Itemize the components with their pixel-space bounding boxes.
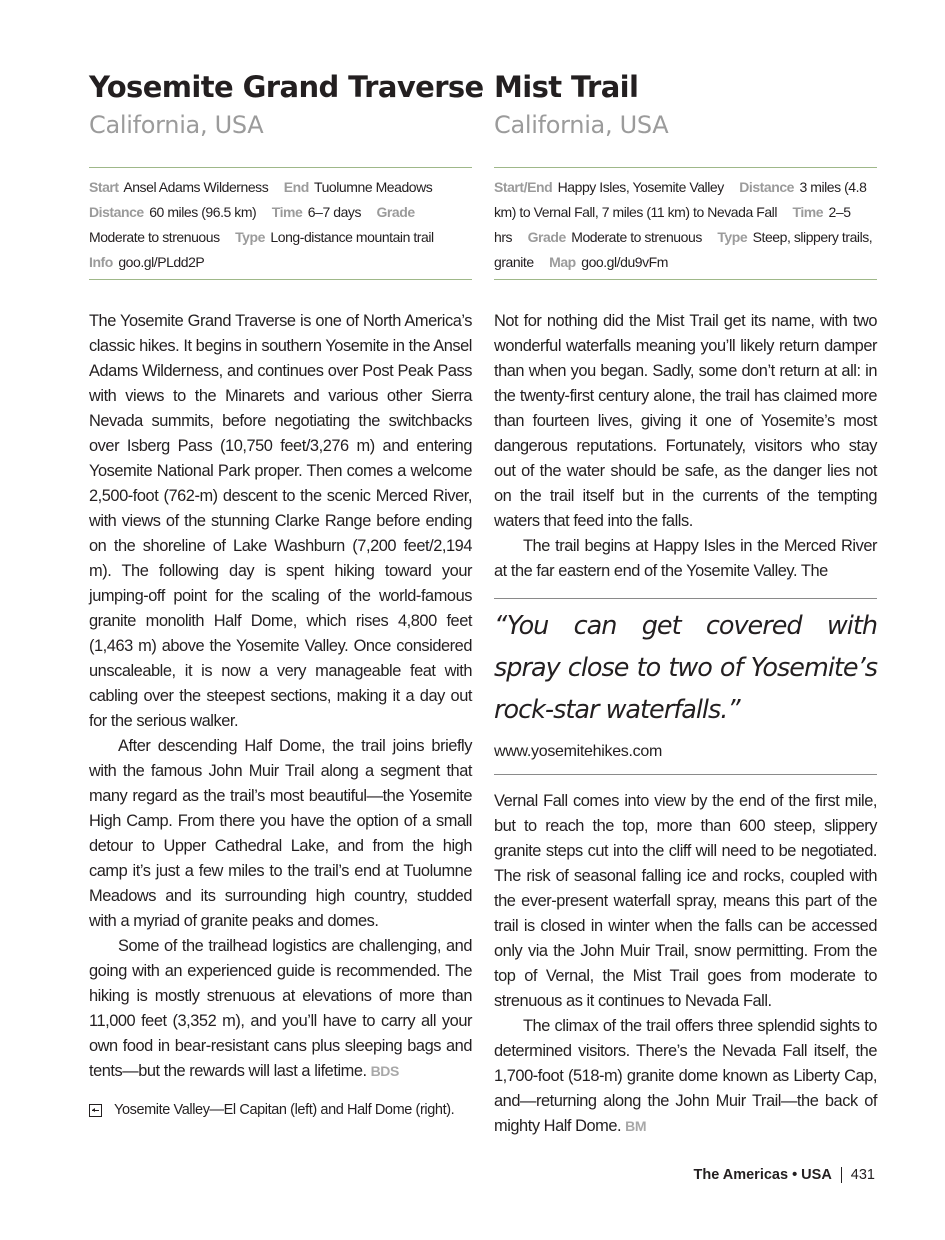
body-paragraph-text: The climax of the trail offers three splendid sights to determined visitors. There’s the Nevada Fall itself, the 1,700-foot (518-m) granite dome known as Liberty Cap, and—returning along the John Muir Trail—the back of mighty Half Dome. xyxy=(494,1017,877,1135)
author-initials: BDS xyxy=(370,1063,399,1079)
caption-text: Yosemite Valley—El Capitan (left) and Half Dome (right). xyxy=(114,1102,455,1118)
footer-section: The Americas • USA xyxy=(693,1167,832,1183)
pull-quote-text: “You can get covered with spray close to two of Yosemite’s rock-star waterfalls.” xyxy=(494,611,877,725)
startend-value: Happy Isles, Yosemite Valley xyxy=(557,179,724,195)
body-paragraph xyxy=(494,1014,877,1139)
body-paragraph: Not for nothing did the Mist Trail get its name, with two wonderful waterfalls meaning you’ll likely return damper than when you began. Sadly, some don’t return at all: in the twenty-first century alone, the trail has claimed more than fourteen lives, giving it one of Yosemite’s most dangerous reputations. Fortunately, visitors who stay out of the water should be safe, as the danger lies not on the trail itself but in the currents of the tempting waters that feed into the falls. xyxy=(494,312,877,530)
body-paragraph xyxy=(89,934,472,1084)
page-number: 431 xyxy=(850,1167,875,1183)
body-paragraph-text: Some of the trailhead logistics are challenging, and going with an experienced guide is recommended. The hiking is mostly strenuous at elevations of more than 11,000 feet (3,352 m), and you’ll have to carry all your own food in bear-resistant cans plus sleeping bags and tents—but the rewards will last a lifetime. xyxy=(89,937,472,1080)
article-title: Mist Trail xyxy=(494,70,639,104)
article-location: California, USA xyxy=(494,111,669,139)
grade-label: Grade xyxy=(376,204,415,220)
time-label: Time xyxy=(271,204,303,220)
article-title: Yosemite Grand Traverse xyxy=(89,70,484,104)
photo-caption xyxy=(89,1102,479,1118)
info-link[interactable]: goo.gl/PLdd2P xyxy=(118,254,205,270)
pull-quote-source: www.yosemitehikes.com xyxy=(494,743,662,760)
trail-info-box xyxy=(494,167,877,280)
type-value: Long-distance mountain trail xyxy=(270,229,434,245)
distance-value: 60 miles (96.5 km) xyxy=(149,204,257,220)
body-paragraph: Vernal Fall comes into view by the end of the first mile, but to reach the top, more than 600 steep, slippery granite steps cut into the cliff will need to be negotiated. The risk of seasonal falling ice and rocks, coupled with the ever-present waterfall spray, means this part of the trail is closed in winter when the falls can be accessed only via the John Muir Trail, snow permitting. From the top of Vernal, the Mist Trail goes from moderate to strenuous as it continues to Nevada Fall. xyxy=(494,792,877,1010)
map-label: Map xyxy=(549,254,576,270)
article-location: California, USA xyxy=(89,111,264,139)
end-label: End xyxy=(283,179,309,195)
grade-label: Grade xyxy=(527,229,566,245)
grade-value: Moderate to strenuous xyxy=(89,229,220,245)
grade-value: Moderate to strenuous xyxy=(571,229,702,245)
distance-label: Distance xyxy=(89,204,144,220)
pull-quote xyxy=(494,598,877,775)
trail-info-box xyxy=(89,167,472,280)
time-value: 2–5 hrs xyxy=(494,204,851,245)
footer-divider xyxy=(841,1167,842,1183)
start-value: Ansel Adams Wilderness xyxy=(123,179,269,195)
map-link[interactable]: goo.gl/du9vFm xyxy=(581,254,668,270)
body-paragraph: After descending Half Dome, the trail joins briefly with the famous John Muir Trail along a segment that many regard as the trail’s most beautiful—the Yosemite High Camp. From there you have the option of a small detour to Upper Cathedral Lake, and from the high camp it’s just a few miles to the trail’s end at Tuolumne Meadows and its surrounding high country, studded with a myriad of granite peaks and domes. xyxy=(89,737,472,930)
info-label: Info xyxy=(89,254,113,270)
page-footer xyxy=(693,1167,875,1183)
article-mist-trail xyxy=(494,70,877,1139)
startend-label: Start/End xyxy=(494,179,553,195)
distance-value: 3 miles (4.8 km) to Vernal Fall, 7 miles (11 km) to Nevada Fall xyxy=(494,179,867,220)
type-label: Type xyxy=(717,229,748,245)
type-label: Type xyxy=(235,229,265,245)
article-body xyxy=(89,309,472,1084)
distance-label: Distance xyxy=(739,179,794,195)
arrow-left-icon xyxy=(89,1104,102,1117)
article-yosemite-grand-traverse xyxy=(89,70,484,1084)
body-paragraph: The Yosemite Grand Traverse is one of North America’s classic hikes. It begins in southern Yosemite in the Ansel Adams Wilderness, and continues over Post Peak Pass with views to the Minarets and various other Sierra Nevada summits, before negotiating the switchbacks over Isberg Pass (10,750 feet/3,276 m) and entering Yosemite National Park proper. Then comes a welcome 2,500-foot (762-m) descent to the scenic Merced River, with views of the stunning Clarke Range before ending on the shoreline of Lake Washburn (7,200 feet/2,194 m). The following day is spent hiking toward your jumping-off point for the scaling of the world-famous granite monolith Half Dome, which rises 4,800 feet (1,463 m) above the Yosemite Valley. Once considered unscaleable, it is now a very manageable feat with cabling over the steepest sections, making it a day out for the serious walker. xyxy=(89,312,472,730)
type-value: Steep, slippery trails, granite xyxy=(494,229,873,270)
start-label: Start xyxy=(89,179,119,195)
end-value: Tuolumne Meadows xyxy=(314,179,433,195)
author-initials: BM xyxy=(625,1118,647,1134)
body-paragraph: The trail begins at Happy Isles in the Merced River at the far eastern end of the Yosemite Valley. The xyxy=(494,537,877,580)
time-value: 6–7 days xyxy=(307,204,362,220)
article-body xyxy=(494,309,877,1139)
time-label: Time xyxy=(792,204,824,220)
